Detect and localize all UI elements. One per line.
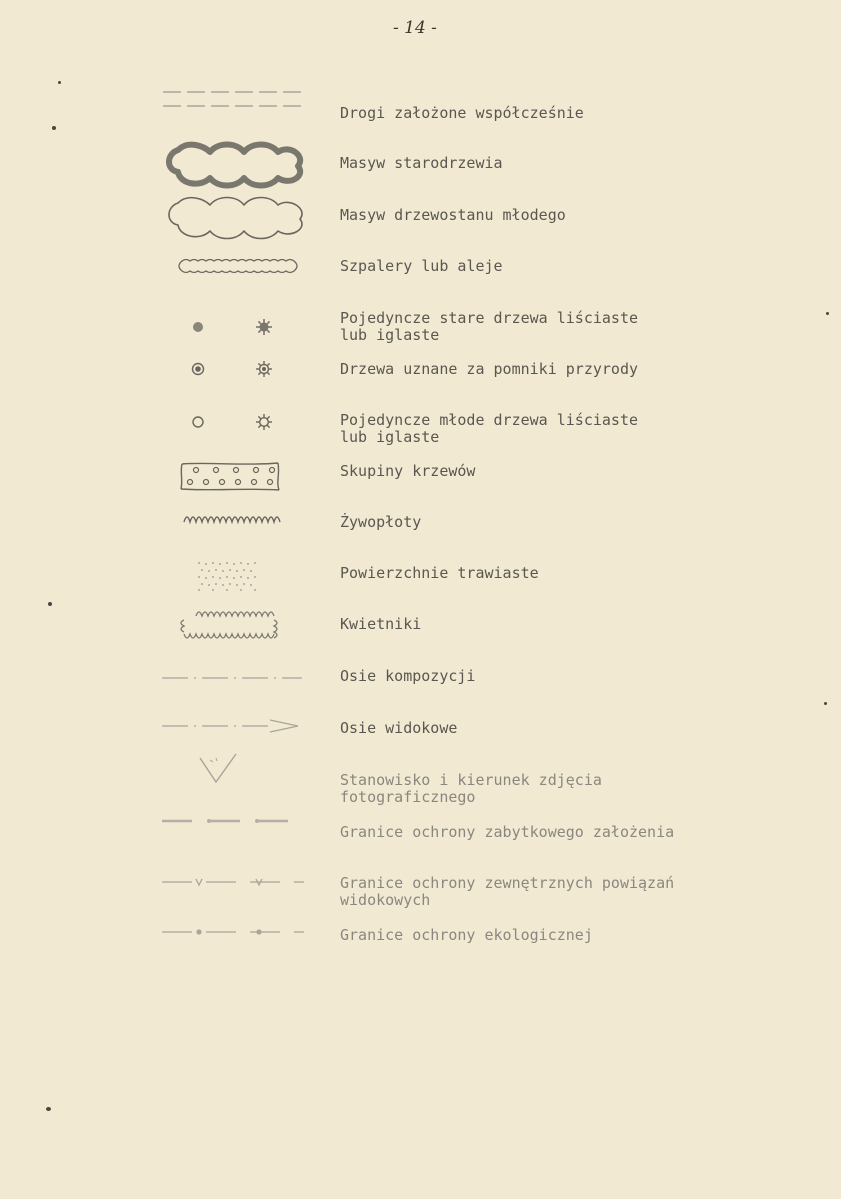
legend-label-flowerbeds: Kwietniki	[340, 615, 422, 633]
legend-label-ecological-boundary: Granice ochrony ekologicznej	[340, 926, 593, 944]
legend-label-photo-position: Stanowisko i kierunek zdjęcia fotograficznego	[340, 771, 602, 806]
scan-speck	[48, 602, 52, 606]
legend-label-heritage-boundary: Granice ochrony zabytkowego założenia	[340, 823, 675, 841]
young-forest-mass-symbol	[166, 195, 308, 241]
heritage-boundary-symbol	[162, 818, 304, 824]
legend-label-shrub-groups: Skupiny krzewów	[340, 462, 476, 480]
legend-label-single-young-trees: Pojedyncze młode drzewa liściaste lub iglaste	[340, 411, 639, 446]
view-links-boundary-symbol	[162, 876, 304, 888]
composition-axes-symbol	[162, 676, 302, 680]
single-young-trees-symbol	[190, 413, 272, 431]
natural-monument-trees-symbol	[190, 360, 272, 378]
old-forest-mass-symbol	[166, 142, 306, 188]
legend-label-grass: Powierzchnie trawiaste	[340, 564, 539, 582]
legend-label-old-forest: Masyw starodrzewia	[340, 154, 503, 172]
scan-speck	[46, 1107, 51, 1111]
photo-position-symbol	[196, 750, 240, 786]
ecological-boundary-symbol	[162, 927, 304, 937]
modern-road-symbol	[163, 88, 303, 110]
scan-speck	[58, 81, 61, 84]
view-axes-symbol	[162, 718, 302, 734]
legend-label-young-forest: Masyw drzewostanu młodego	[340, 206, 566, 224]
single-old-trees-symbol	[190, 318, 272, 336]
scan-speck	[826, 312, 829, 315]
flowerbeds-symbol	[176, 606, 282, 646]
legend-label-view-axes: Osie widokowe	[340, 719, 458, 737]
legend-label-single-old-trees: Pojedyncze stare drzewa liściaste lub iglaste	[340, 309, 639, 344]
legend-label-monument-trees: Drzewa uznane za pomniki przyrody	[340, 360, 639, 378]
page-number: - 14 -	[393, 18, 437, 38]
grass-surfaces-symbol	[196, 560, 258, 592]
hedges-symbol	[182, 512, 284, 528]
legend-label-tree-rows: Szpalery lub aleje	[340, 257, 503, 275]
legend-label-view-links-boundary: Granice ochrony zewnętrznych powiązań widokowych	[340, 874, 675, 909]
legend-label-composition-axes: Osie kompozycji	[340, 667, 476, 685]
scan-speck	[824, 702, 827, 705]
shrub-groups-symbol	[178, 460, 282, 492]
legend-label-modern-roads: Drogi założone współcześnie	[340, 104, 584, 122]
legend-label-hedges: Żywopłoty	[340, 513, 422, 531]
tree-rows-avenue-symbol	[176, 259, 300, 273]
scan-speck	[52, 126, 56, 130]
